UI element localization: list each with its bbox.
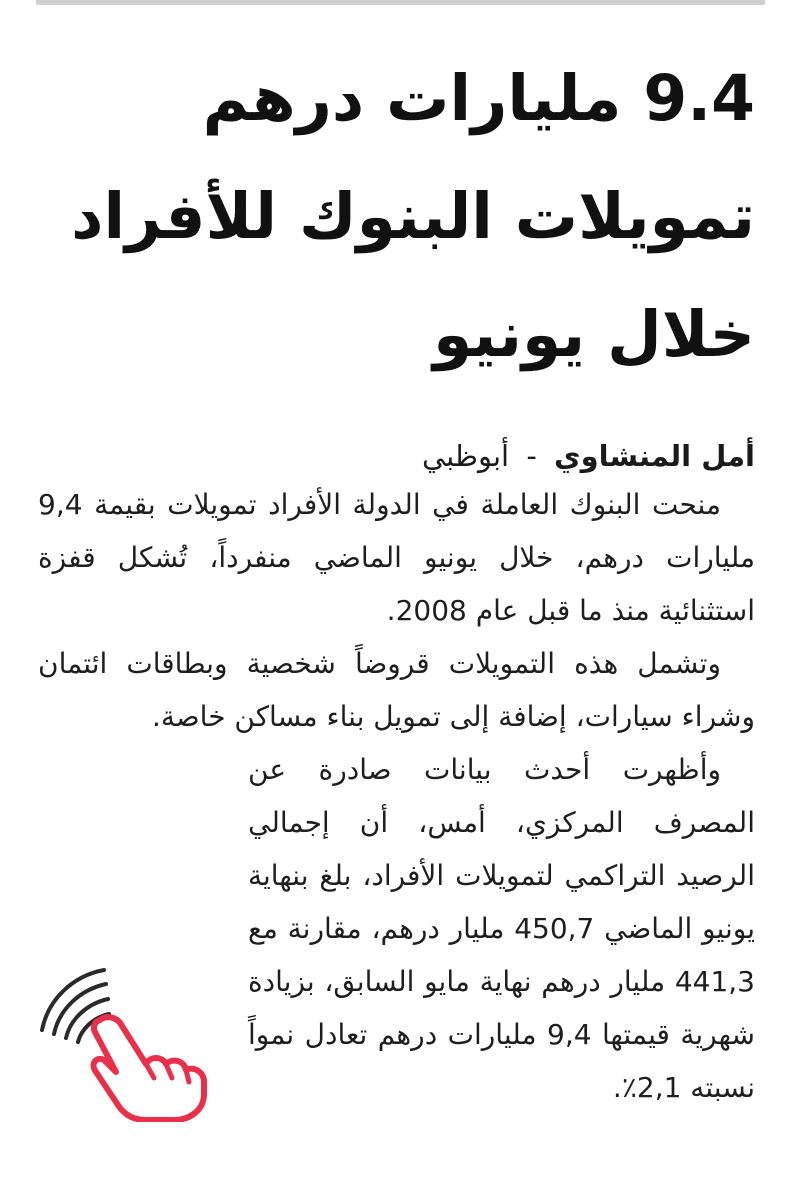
byline-author: أمل المنشاوي xyxy=(554,439,755,473)
headline-line-2: تمويلات البنوك للأفراد xyxy=(71,180,755,253)
byline-separator: - xyxy=(526,439,537,473)
byline-location: أبوظبي xyxy=(421,439,510,473)
top-divider xyxy=(36,0,765,5)
headline-line-3: خلال يونيو xyxy=(433,298,755,371)
tap-hand-icon xyxy=(34,962,224,1122)
article xyxy=(38,40,755,1114)
body-paragraph-2: وتشمل هذه التمويلات قروضاً شخصية وبطاقات ائتمان وشراء سيارات، إضافة إلى تمويل بناء مساكن خاصة. xyxy=(38,647,755,733)
byline xyxy=(38,434,755,478)
body-paragraph-3: وأظهرت أحدث بيانات صادرة عن المصرف المركزي، أمس، أن إجمالي الرصيد التراكمي لتمويلات الأفراد، بلغ بنهاية يونيو الماضي 450,7 مليار درهم، مقارنة مع 441,3 مليار درهم نهاية مايو السابق، بزيادة شهرية قيمتها 9,4 مليارات درهم تعادل نمواً نسبته 2,1٪. xyxy=(248,753,755,1104)
headline xyxy=(38,40,755,394)
body-paragraph-1: منحت البنوك العاملة في الدولة الأفراد تمويلات بقيمة 9,4 مليارات درهم، خلال يونيو الماضي منفرداً، تُشكل قفزة استثنائية منذ ما قبل عام 2008. xyxy=(38,488,755,627)
headline-line-1: 9.4 مليارات درهم xyxy=(202,62,755,135)
